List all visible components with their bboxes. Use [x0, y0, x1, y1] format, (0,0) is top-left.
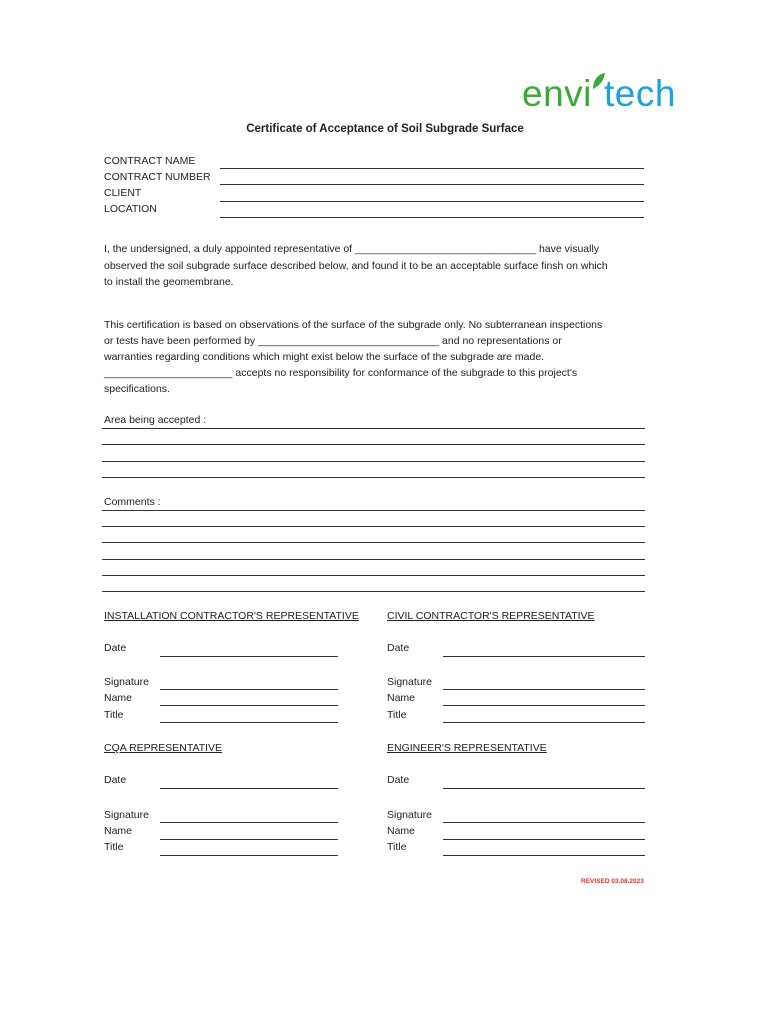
statement-line-1: I, the undersigned, a duly appointed representative of _______________________________ have visually: [104, 243, 600, 255]
civil-signature-label: Signature: [387, 676, 432, 688]
certification-line-3: warranties regarding conditions which might exist below the surface of the subgrade are made.: [104, 351, 545, 363]
certification-line-1: This certification is based on observations of the surface of the subgrade only. No subterranean inspections: [104, 319, 603, 331]
civil-name-line[interactable]: [443, 705, 645, 706]
cqa-rep-heading: CQA REPRESENTATIVE: [104, 742, 223, 754]
comments-label: Comments :: [104, 496, 161, 508]
comments-line-1[interactable]: [102, 510, 645, 511]
engineer-signature-label: Signature: [387, 809, 432, 821]
area-line-3[interactable]: [102, 461, 645, 462]
cqa-title-label: Title: [104, 841, 124, 853]
statement-line-2: observed the soil subgrade surface described below, and found it to be an acceptable surface finsh on which: [104, 260, 608, 272]
cqa-name-line[interactable]: [160, 839, 338, 840]
certification-line-5: specifications.: [104, 383, 170, 395]
civil-date-line[interactable]: [443, 656, 645, 657]
certification-line-4: ______________________ accepts no responsibility for conformance of the subgrade to this project's: [104, 367, 578, 379]
engineer-title-label: Title: [387, 841, 407, 853]
civil-title-label: Title: [387, 709, 407, 721]
contract-number-label: CONTRACT NUMBER: [104, 171, 211, 183]
installation-signature-label: Signature: [104, 676, 149, 688]
installation-title-line[interactable]: [160, 722, 338, 723]
civil-signature-line[interactable]: [443, 689, 645, 690]
engineer-rep-heading: ENGINEER'S REPRESENTATIVE: [387, 742, 547, 754]
cqa-title-line[interactable]: [160, 855, 338, 856]
comments-line-3[interactable]: [102, 542, 645, 543]
client-line[interactable]: [220, 201, 644, 202]
installation-date-line[interactable]: [160, 656, 338, 657]
comments-line-4[interactable]: [102, 559, 645, 560]
logo-text-tech: tech: [604, 73, 676, 114]
cqa-signature-label: Signature: [104, 809, 149, 821]
civil-rep-heading: CIVIL CONTRACTOR'S REPRESENTATIVE: [387, 610, 595, 622]
comments-line-6[interactable]: [102, 591, 645, 592]
location-label: LOCATION: [104, 203, 157, 215]
installation-rep-heading: INSTALLATION CONTRACTOR'S REPRESENTATIVE: [104, 610, 359, 622]
envitech-logo: [522, 72, 692, 118]
engineer-signature-line[interactable]: [443, 822, 645, 823]
contract-name-label: CONTRACT NAME: [104, 155, 196, 167]
cqa-date-line[interactable]: [160, 788, 338, 789]
area-line-1[interactable]: [102, 428, 645, 429]
area-line-4[interactable]: [102, 477, 645, 478]
area-line-2[interactable]: [102, 444, 645, 445]
statement-line-3: to install the geomembrane.: [104, 276, 234, 288]
logo-text-envi: envi: [522, 73, 592, 114]
contract-name-line[interactable]: [220, 168, 644, 169]
revised-date: REVISED 03.08.2023: [581, 878, 644, 885]
engineer-name-line[interactable]: [443, 839, 645, 840]
comments-line-5[interactable]: [102, 575, 645, 576]
civil-title-line[interactable]: [443, 722, 645, 723]
location-line[interactable]: [220, 217, 644, 218]
engineer-date-line[interactable]: [443, 788, 645, 789]
cqa-signature-line[interactable]: [160, 822, 338, 823]
installation-title-label: Title: [104, 709, 124, 721]
civil-date-label: Date: [387, 642, 410, 654]
area-label: Area being accepted :: [104, 414, 207, 426]
contract-number-line[interactable]: [220, 184, 644, 185]
comments-line-2[interactable]: [102, 526, 645, 527]
engineer-title-line[interactable]: [443, 855, 645, 856]
installation-date-label: Date: [104, 642, 127, 654]
page-title: Certificate of Acceptance of Soil Subgrade Surface: [246, 123, 524, 135]
certification-line-2: or tests have been performed by _______________________________ and no representations or: [104, 335, 562, 347]
installation-name-line[interactable]: [160, 705, 338, 706]
installation-signature-line[interactable]: [160, 689, 338, 690]
installation-name-label: Name: [104, 692, 133, 704]
engineer-name-label: Name: [387, 825, 416, 837]
cqa-date-label: Date: [104, 774, 127, 786]
client-label: CLIENT: [104, 187, 142, 199]
cqa-name-label: Name: [104, 825, 133, 837]
civil-name-label: Name: [387, 692, 416, 704]
engineer-date-label: Date: [387, 774, 410, 786]
